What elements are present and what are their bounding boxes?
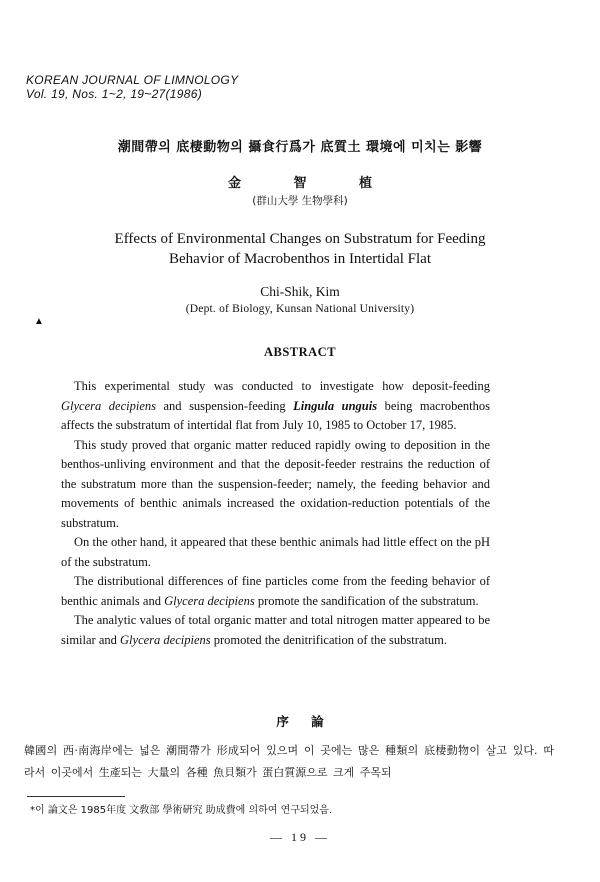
species-name: Lingula unguis [293, 398, 378, 413]
footnote-divider [27, 796, 125, 797]
abstract-text: This experimental study was conducted to investigate how deposit-feeding [74, 379, 490, 393]
abstract-text: and suspension-feeding [155, 398, 294, 413]
abstract-text: promoted the denitrification of the substratum. [210, 632, 448, 647]
introduction-heading: 序 論 [276, 714, 324, 729]
abstract-text: promote the sandification of the substratum. [254, 593, 479, 608]
korean-affiliation: (群山大學 生物學科) [252, 195, 348, 207]
margin-mark: ▲ [34, 316, 44, 327]
abstract-paragraph-5 [61, 611, 490, 650]
abstract-text: being macrobenthos affects the substratum of intertidal flat from July 10, 1985 to October 17, 1985. [61, 398, 490, 432]
page-number: — 19 — [270, 830, 330, 844]
journal-volume: Vol. 19, Nos. 1~2, 19~27(1986) [26, 87, 203, 101]
journal-citation [26, 73, 238, 101]
english-title-line1: Effects of Environmental Changes on Substratum for Feeding [114, 231, 486, 247]
korean-title: 潮間帶의 底棲動物의 攝食行爲가 底質土 環境에 미치는 影響 [117, 140, 483, 155]
english-author: Chi-Shik, Kim [260, 284, 340, 299]
introduction-body [24, 740, 554, 784]
species-name: Glycera decipiens [120, 632, 211, 647]
english-title [0, 229, 600, 269]
abstract-paragraph-1 [61, 377, 490, 436]
abstract-text: The distributional differences of fine particles come from the feeding behavior of benthic animals and [61, 574, 490, 608]
introduction-paragraph: 韓國의 西·南海岸에는 넓은 潮間帶가 形成되어 있으며 이 곳에는 많은 種類의 底棲動物이 살고 있다. 따라서 이곳에서 生產되는 大量의 各種 魚貝類가 蛋白質源으로 크게 주목되 [24, 744, 554, 779]
abstract-paragraph-4 [61, 572, 490, 611]
footnote: *이 論文은 1985年度 文敎部 學術硏究 助成費에 의하여 연구되었음. [30, 805, 333, 816]
abstract-body [61, 377, 490, 650]
abstract-text: The analytic values of total organic matter and total nitrogen matter appeared to be similar and [61, 613, 490, 647]
english-title-line2: Behavior of Macrobenthos in Intertidal Flat [168, 251, 432, 267]
korean-author: 金 智 植 [227, 176, 373, 191]
abstract-paragraph-3: On the other hand, it appeared that these benthic animals had little effect on the pH of the substratum. [61, 535, 490, 569]
abstract-heading: ABSTRACT [263, 345, 337, 359]
english-affiliation: (Dept. of Biology, Kunsan National University) [185, 303, 415, 315]
species-name: Glycera decipiens [164, 593, 255, 608]
journal-name: KOREAN JOURNAL OF LIMNOLOGY [26, 73, 239, 87]
species-name: Glycera decipiens [61, 398, 156, 413]
abstract-paragraph-2: This study proved that organic matter reduced rapidly owing to deposition in the benthos-unliving environment and that the deposit-feeder restrains the reduction of the substratum more than the suspension-feeder; namely, the feeding behavior and movements of benthic animals increased the oxidation-reduction potentials of the substratum. [61, 437, 490, 530]
